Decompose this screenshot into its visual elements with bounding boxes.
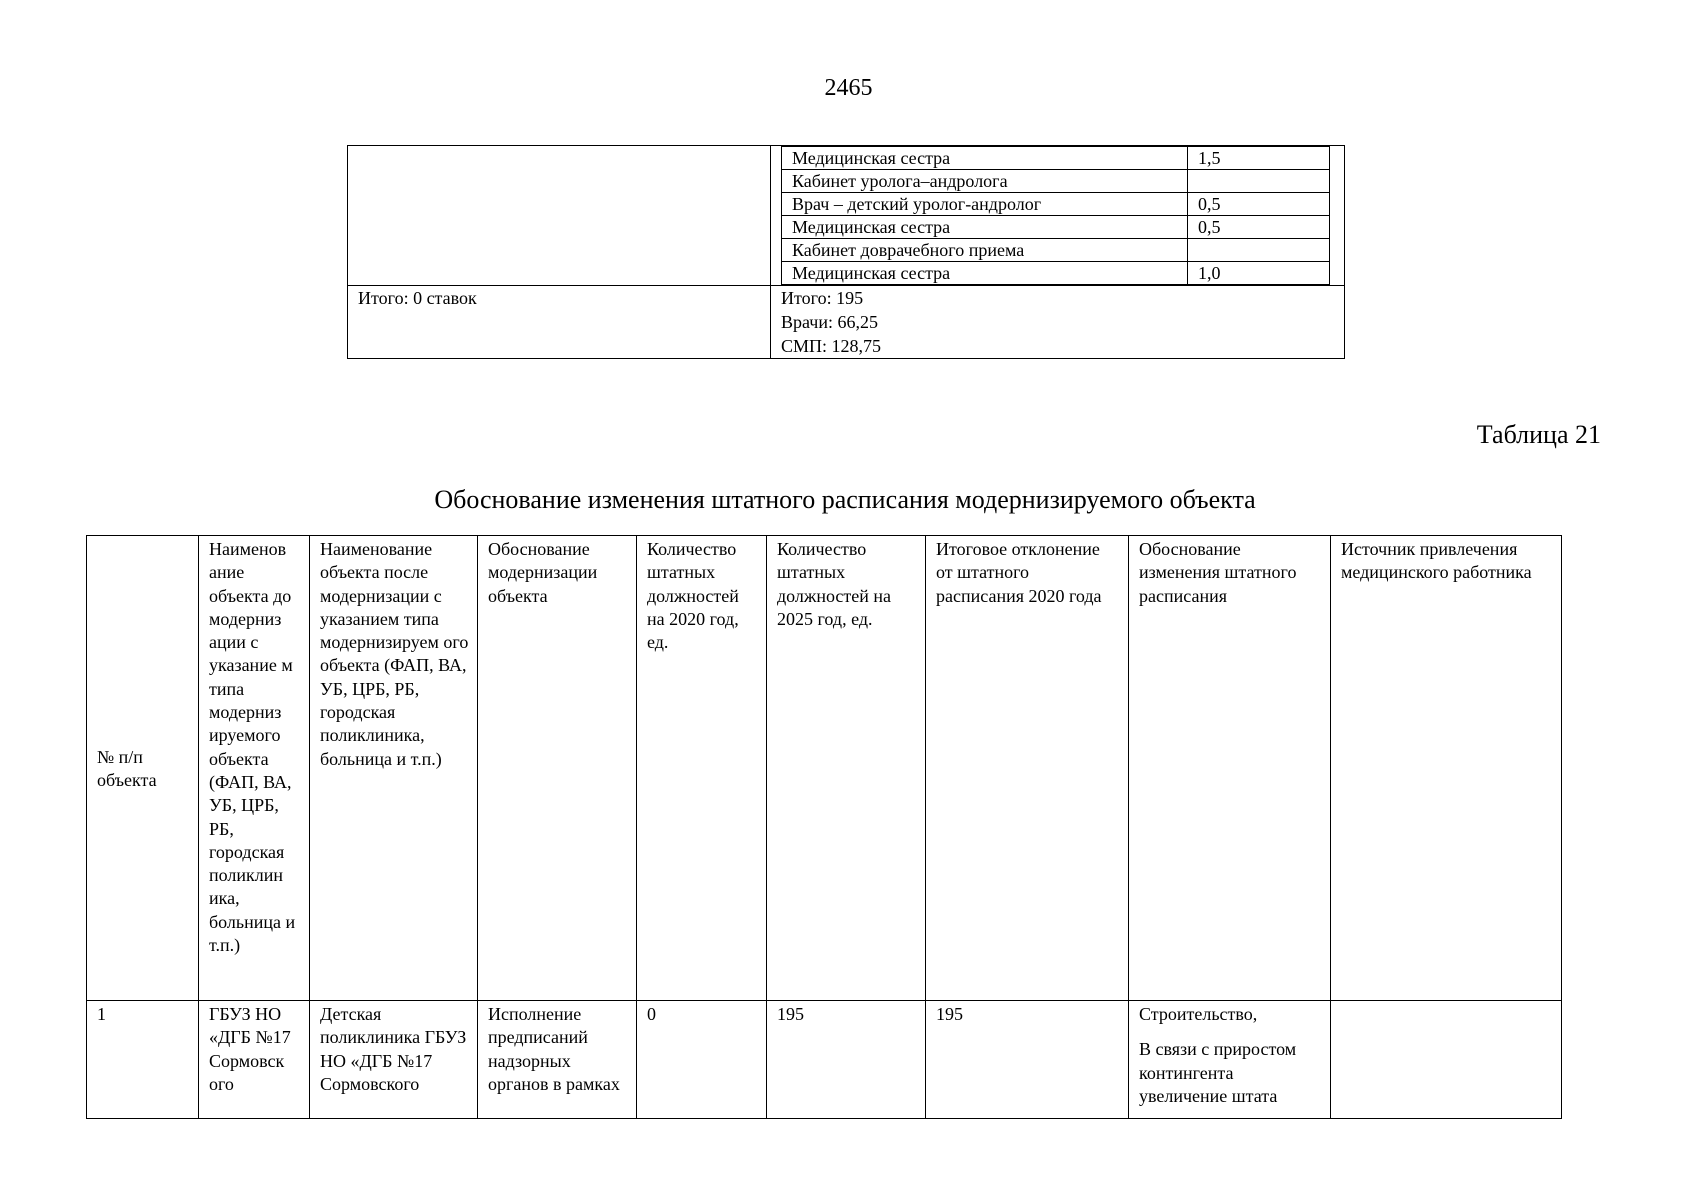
position-row bbox=[782, 239, 1330, 262]
header-cell: Наименов ание объекта до модерниз ации с указание м типа модерниз ируемого объекта (ФАП, ВА, УБ, ЦРБ, РБ, городская поликлин ика, больница и т.п.) bbox=[199, 536, 310, 1001]
header-row bbox=[87, 536, 1562, 1001]
position-name: Кабинет доврачебного приема bbox=[782, 239, 1188, 262]
modernization-reason: Исполнение предписаний надзорных органов в рамках bbox=[478, 1001, 637, 1119]
count-2020: 0 bbox=[637, 1001, 767, 1119]
header-cell: Обоснование модернизации объекта bbox=[478, 536, 637, 1001]
header-cell: № п/п объекта bbox=[87, 536, 199, 1001]
nurses-line: СМП: 128,75 bbox=[781, 336, 882, 356]
justification-line: Строительство, bbox=[1139, 1004, 1258, 1024]
position-rate bbox=[1188, 239, 1330, 262]
position-rate: 0,5 bbox=[1188, 216, 1330, 239]
staff-positions-table bbox=[781, 146, 1330, 285]
position-name: Врач – детский уролог-андролог bbox=[782, 193, 1188, 216]
table-title: Обоснование изменения штатного расписания модернизируемого объекта bbox=[434, 485, 1256, 514]
position-name: Медицинская сестра bbox=[782, 147, 1188, 170]
position-row bbox=[782, 147, 1330, 170]
header-cell: Источник привлечения медицинского работника bbox=[1331, 536, 1562, 1001]
inner-table-cell bbox=[771, 146, 1345, 286]
object-after: Детская поликлиника ГБУЗ НО «ДГБ №17 Сормовского bbox=[310, 1001, 478, 1119]
header-cell: Наименование объекта после модернизации с указанием типа модернизируем ого объекта (ФАП, ВА, УБ, ЦРБ, РБ, городская поликлиника, больница и т.п.) bbox=[310, 536, 478, 1001]
header-cell: Количество штатных должностей на 2020 год, ед. bbox=[637, 536, 767, 1001]
position-rate: 1,0 bbox=[1188, 262, 1330, 285]
doctors-line: Врачи: 66,25 bbox=[781, 312, 878, 332]
position-row bbox=[782, 216, 1330, 239]
staff-summary-table bbox=[347, 145, 1345, 359]
position-rate bbox=[1188, 170, 1330, 193]
staff-source bbox=[1331, 1001, 1562, 1119]
position-row bbox=[782, 170, 1330, 193]
position-name: Кабинет уролога–андролога bbox=[782, 170, 1188, 193]
header-cell: Обоснование изменения штатного расписания bbox=[1129, 536, 1331, 1001]
position-rate: 1,5 bbox=[1188, 147, 1330, 170]
table-row bbox=[87, 1001, 1562, 1119]
justification-line: В связи с приростом контингента увеличение штата bbox=[1139, 1039, 1297, 1106]
page-number: 2465 bbox=[824, 75, 873, 101]
header-cell: Итоговое отклонение от штатного расписания 2020 года bbox=[926, 536, 1129, 1001]
position-name: Медицинская сестра bbox=[782, 262, 1188, 285]
total-line: Итого: 195 bbox=[781, 288, 864, 308]
position-row bbox=[782, 193, 1330, 216]
object-before: ГБУЗ НО «ДГБ №17 Сормовск ого bbox=[199, 1001, 310, 1119]
header-cell: Количество штатных должностей на 2025 год, ед. bbox=[767, 536, 926, 1001]
modernization-table bbox=[86, 535, 1562, 1119]
staffing-justification bbox=[1129, 1001, 1331, 1119]
empty-left-cell bbox=[348, 146, 771, 286]
count-2025: 195 bbox=[767, 1001, 926, 1119]
total-right bbox=[771, 286, 1345, 359]
position-rate: 0,5 bbox=[1188, 193, 1330, 216]
row-number: 1 bbox=[87, 1001, 199, 1119]
table-label: Таблица 21 bbox=[1476, 420, 1601, 449]
position-row bbox=[782, 262, 1330, 285]
total-left: Итого: 0 ставок bbox=[348, 286, 771, 359]
deviation: 195 bbox=[926, 1001, 1129, 1119]
position-name: Медицинская сестра bbox=[782, 216, 1188, 239]
